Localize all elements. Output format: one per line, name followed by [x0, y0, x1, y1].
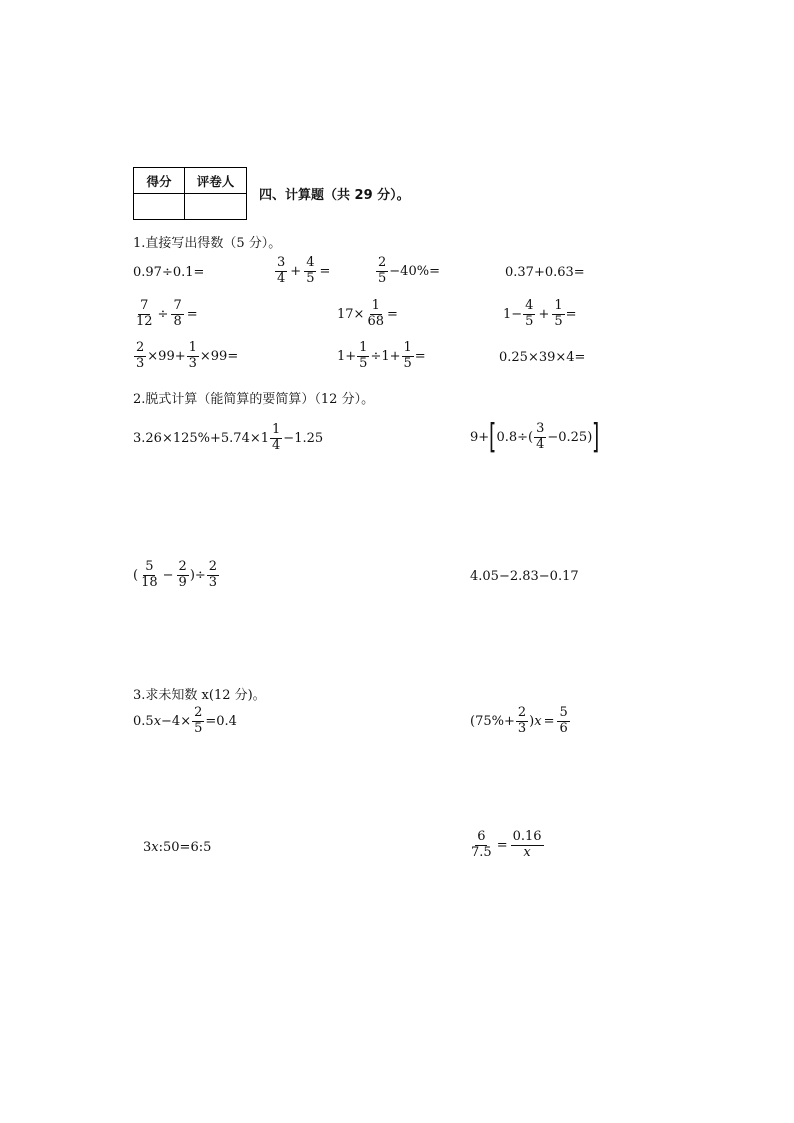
fraction — [365, 299, 386, 329]
fraction — [134, 341, 146, 371]
q2-expr-b — [470, 417, 600, 457]
denominator: 5 — [194, 720, 203, 736]
denominator: 3 — [136, 355, 145, 371]
expr-text: 0.97÷0.1= — [133, 265, 205, 280]
fraction — [557, 706, 569, 736]
fraction — [357, 341, 369, 371]
denominator: 3 — [208, 574, 218, 590]
numerator: 3 — [277, 255, 286, 270]
expr-text: 17× — [337, 306, 365, 322]
grader-header: 评卷人 — [185, 168, 247, 194]
fraction — [275, 256, 287, 286]
q3-expr-d — [468, 830, 545, 860]
denominator: 9 — [178, 574, 187, 590]
denominator: 3 — [188, 355, 197, 371]
expr-text: ÷1+ — [370, 348, 401, 364]
expr-text: −4× — [161, 713, 192, 729]
score-table — [133, 167, 247, 220]
denominator: 5 — [306, 270, 315, 286]
q1-expr-h — [133, 341, 238, 371]
denominator: 5 — [554, 313, 563, 329]
q2-expr-d — [470, 569, 579, 584]
q1-expr-j — [499, 350, 585, 365]
equals: = — [386, 306, 398, 322]
numerator: 5 — [145, 559, 154, 574]
numerator: 1 — [359, 340, 368, 355]
expr-text: 3.26×125%+5.74×1 — [133, 430, 270, 446]
fraction — [171, 299, 183, 329]
q1-expr-c — [375, 256, 440, 286]
q2-expr-c — [133, 560, 220, 590]
numerator: 4 — [306, 255, 315, 270]
expr-text: 0.37+0.63= — [505, 265, 585, 280]
denominator: 4 — [536, 436, 545, 452]
q1-expr-i — [337, 341, 426, 371]
denominator: 3 — [517, 720, 527, 736]
numerator: 1 — [371, 298, 380, 313]
fraction — [304, 256, 316, 286]
expr-text: :50=6:5 — [158, 840, 212, 855]
paren: ( — [133, 567, 139, 583]
numerator: 7 — [173, 298, 182, 313]
operator: + — [290, 263, 302, 279]
q1-expr-a — [133, 265, 204, 280]
expr-text: 0.5 — [133, 713, 154, 729]
score-header: 得分 — [134, 168, 185, 194]
fraction — [552, 299, 564, 329]
denominator: 5 — [359, 355, 368, 371]
fraction — [511, 830, 544, 860]
denominator: 4 — [272, 437, 281, 453]
q1-expr-g — [503, 299, 577, 329]
denominator: x — [523, 844, 531, 860]
denominator: 18 — [141, 574, 158, 590]
expr-text: 0.8÷( — [496, 429, 534, 445]
q3-expr-a — [133, 706, 237, 736]
expr-text: 1+ — [337, 348, 357, 364]
expr-text: ×99+ — [147, 348, 186, 364]
expr-text: 4.05−2.83−0.17 — [470, 569, 579, 584]
denominator: 12 — [136, 313, 153, 329]
variable: x — [151, 840, 159, 855]
fraction — [207, 560, 219, 590]
right-bracket: ] — [592, 417, 600, 457]
q2-expr-a — [133, 423, 323, 453]
expr-text: ×99= — [199, 348, 239, 364]
expr-text: −1.25 — [283, 430, 324, 446]
grader-cell — [185, 194, 247, 220]
fraction — [534, 422, 546, 452]
q1-expr-f — [337, 299, 398, 329]
denominator: 7.5 — [471, 844, 492, 860]
expr-text: 0.25×39×4= — [499, 350, 586, 365]
equals: = — [414, 348, 426, 364]
expr-text: −40%= — [389, 263, 440, 279]
fraction — [134, 299, 155, 329]
q3-expr-c — [143, 840, 211, 855]
denominator: 5 — [378, 270, 387, 286]
numerator: 2 — [517, 705, 527, 720]
expr-text: (75%+ — [470, 713, 515, 729]
numerator: 3 — [536, 420, 545, 436]
variable: x — [534, 713, 542, 729]
fraction — [523, 299, 535, 329]
q1-expr-e — [133, 299, 200, 329]
equals: = — [543, 713, 555, 729]
numerator: 2 — [208, 559, 218, 574]
fraction — [469, 830, 494, 860]
q1-expr-b — [274, 256, 332, 286]
numerator: 7 — [140, 298, 149, 313]
section-title: 四、计算题（共 29 分）。 — [259, 188, 410, 203]
operator: + — [538, 306, 550, 322]
fraction — [376, 256, 388, 286]
left-bracket: [ — [489, 417, 497, 457]
fraction — [139, 560, 160, 590]
fraction — [177, 560, 189, 590]
numerator: 2 — [136, 340, 145, 355]
denominator: 4 — [277, 270, 286, 286]
q1-expr-d — [505, 265, 585, 280]
operator: − — [162, 567, 174, 583]
equals: = — [565, 306, 577, 322]
denominator: 5 — [403, 355, 412, 371]
expr-text: 9+ — [470, 429, 490, 445]
expr-text: 3 — [143, 840, 152, 855]
numerator: 2 — [178, 559, 187, 574]
denominator: 5 — [525, 313, 534, 329]
denominator: 68 — [367, 313, 384, 329]
numerator: 0.16 — [512, 829, 542, 844]
numerator: 6 — [477, 829, 486, 844]
numerator: 2 — [194, 705, 203, 720]
fraction — [270, 423, 282, 453]
operator: ÷ — [157, 306, 169, 322]
expr-text: −0.25) — [547, 429, 593, 445]
numerator: 4 — [525, 298, 534, 313]
numerator: 1 — [403, 340, 412, 355]
equals: = — [319, 263, 331, 279]
expr-text: )÷ — [189, 567, 206, 583]
variable: x — [153, 713, 162, 729]
fraction — [192, 706, 204, 736]
q3-heading: 3.求未知数 x(12 分)。 — [133, 688, 266, 703]
score-cell — [134, 194, 185, 220]
q1-heading: 1.直接写出得数（5 分）。 — [133, 236, 282, 251]
numerator: 2 — [378, 255, 387, 270]
numerator: 1 — [554, 298, 563, 313]
fraction — [187, 341, 199, 371]
equals: = — [186, 306, 198, 322]
numerator: 1 — [272, 422, 281, 437]
expr-text: ) — [529, 713, 535, 729]
equals: = — [496, 837, 508, 853]
numerator: 1 — [188, 340, 197, 355]
q3-expr-b — [470, 706, 571, 736]
expr-text: =0.4 — [205, 713, 237, 729]
fraction — [516, 706, 528, 736]
expr-text: 1− — [503, 306, 523, 322]
fraction — [402, 341, 414, 371]
q2-heading: 2.脱式计算（能简算的要简算）（12 分）。 — [133, 392, 375, 407]
denominator: 8 — [173, 313, 182, 329]
numerator: 5 — [559, 705, 568, 720]
denominator: 6 — [559, 720, 568, 736]
